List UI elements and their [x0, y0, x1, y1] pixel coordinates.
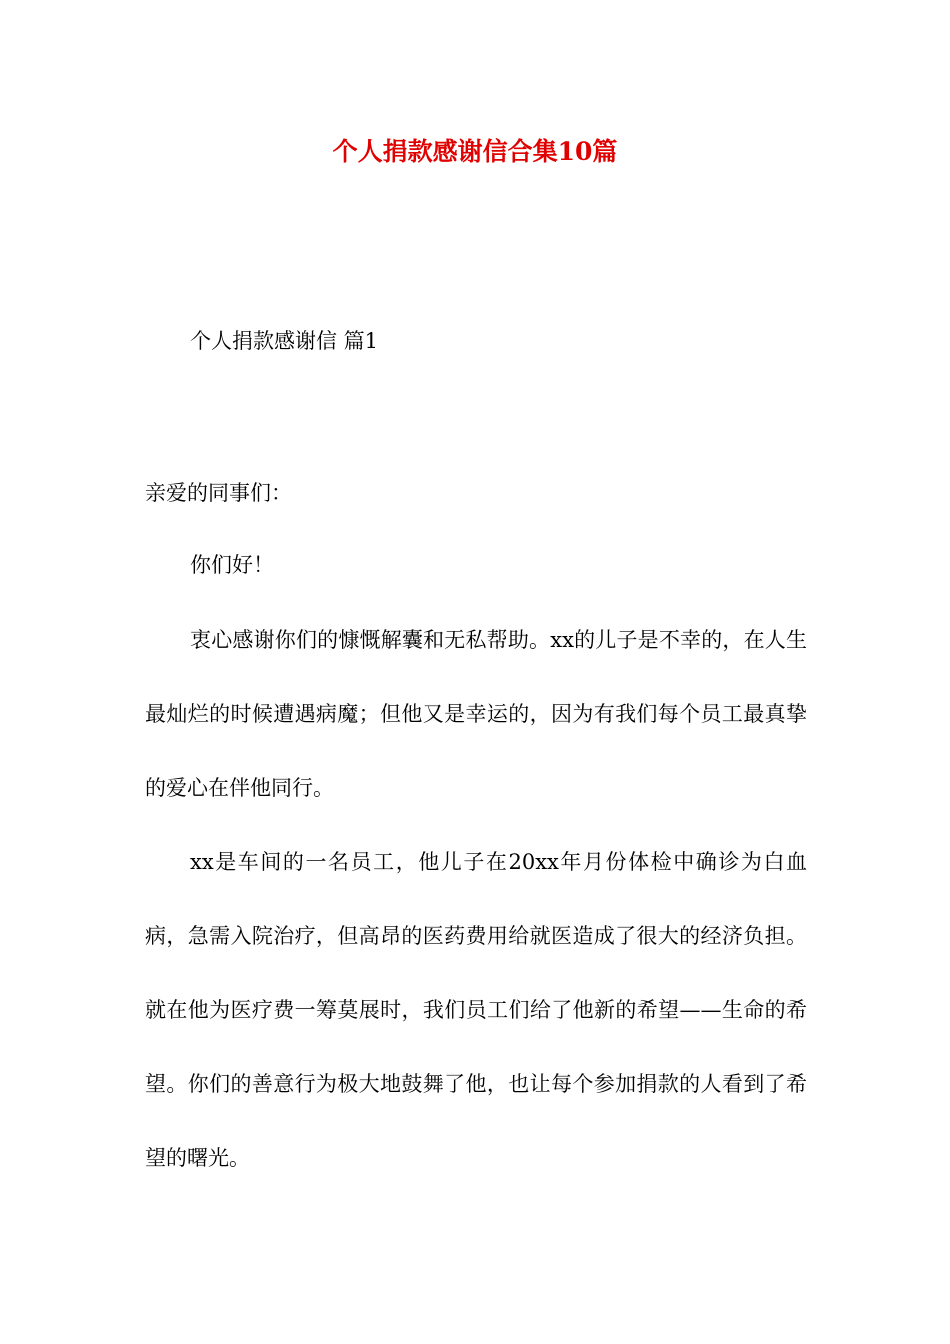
document-title: 个人捐款感谢信合集10篇	[332, 137, 618, 166]
salutation: 亲爱的同事们：	[145, 481, 292, 505]
section-heading: 个人捐款感谢信 篇1	[190, 329, 379, 353]
body-paragraph: 衷心感谢你们的慷慨解囊和无私帮助。xx的儿子是不幸的，在人生最灿烂的时候遭遇病魔；但他又是幸运的，因为有我们每个员工最真挚的爱心在伴他同行。	[145, 628, 807, 800]
greeting: 你们好！	[190, 553, 274, 577]
body-paragraph: xx是车间的一名员工，他儿子在20xx年月份体检中确诊为白血病，急需入院治疗，但高昂的医药费用给就医造成了很大的经济负担。就在他为医疗费一筹莫展时，我们员工们给了他新的希望——生命的希望。你们的善意行为极大地鼓舞了他，也让每个参加捐款的人看到了希望的曙光。	[145, 850, 807, 1170]
